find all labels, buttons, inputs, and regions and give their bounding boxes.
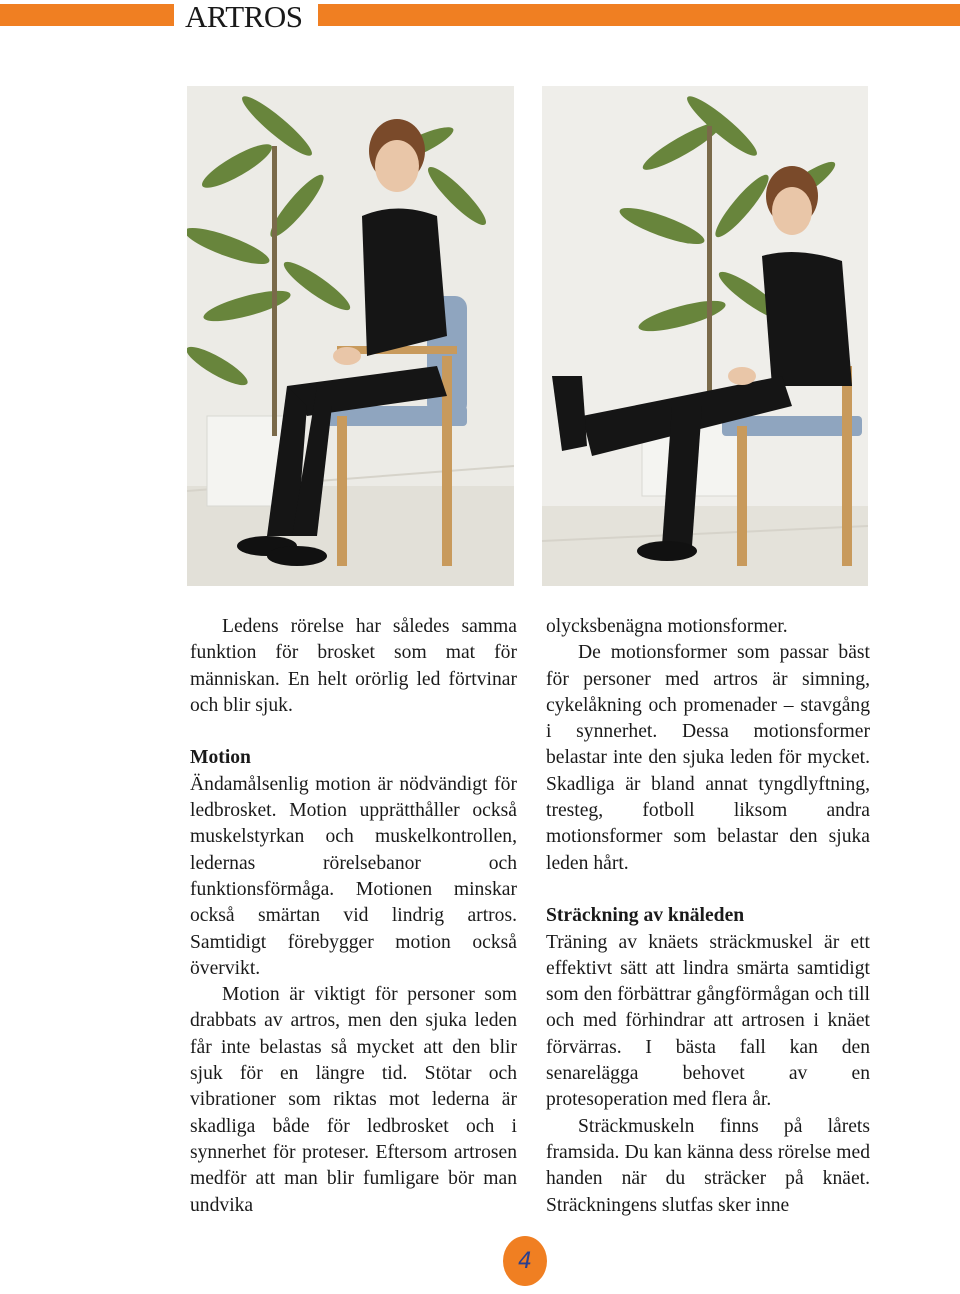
- text-column-left: [190, 614, 517, 1219]
- motion-forms-paragraph: De motionsformer som passar bäst för personer med artros är simning, cykelåkning och promenader – stavgång i synnerhet. Dessa motionsformer belastar inte den sjuka leden för mycket. Skadliga är bland annat tyngdlyftning, tresteg, fotboll liksom andra motionsformer som belastar den sjuka leden hårt.: [546, 642, 870, 874]
- photo-seated-leg-extended: [542, 86, 868, 586]
- continued-paragraph: olycksbenägna motionsformer.: [546, 616, 788, 637]
- knee-paragraph-2: Sträckmuskeln finns på lårets framsida. Du kan känna dess rörelse med handen när du sträcker på knäet. Sträckningens slutfas sker inne: [546, 1115, 870, 1216]
- header-accent-bar-left: [0, 4, 174, 26]
- page-number-badge: [503, 1236, 547, 1286]
- motion-paragraph-2: Motion är viktigt för personer som drabbats av artros, men den sjuka leden får inte belastas så mycket att den blir sjuk för en längre tid. Stötar och vibrationer som riktas mot lederna är skadliga både för ledbrosket och i synnerhet för proteser. Eftersom artrosen medför att man blir fumligare bör man undvika: [190, 984, 517, 1216]
- page-title: ARTROS: [185, 0, 303, 34]
- page-number: 4: [518, 1248, 532, 1274]
- knee-paragraph-1: Träning av knäets sträckmuskel är ett effektivt sätt att lindra smärta samtidigt som den förbättrar gångförmågan och till och med förhindrar att artrosen i knäet förvärras. I bästa fall kan den senarelägga behovet av en protesoperation med flera år.: [546, 931, 870, 1111]
- text-column-right: [546, 614, 870, 1219]
- intro-paragraph: Ledens rörelse har således samma funktion för brosket som mat för människan. En helt orörlig led förtvinar och blir sjuk.: [190, 616, 517, 716]
- motion-paragraph-1: Ändamålsenlig motion är nödvändigt för ledbrosket. Motion upprätthåller också muskelstyrkan och muskelkontrollen, ledernas rörelsebanor och funktionsförmåga. Motionen minskar också smärtan vid lindrig artros. Samtidigt förebygger motion också övervikt.: [190, 773, 517, 979]
- header-accent-bar-right: [318, 4, 960, 26]
- section-heading-knee-extension: Sträckning av knäleden: [546, 905, 745, 927]
- section-heading-motion: Motion: [190, 747, 251, 769]
- photo-seated-resting: [187, 86, 514, 586]
